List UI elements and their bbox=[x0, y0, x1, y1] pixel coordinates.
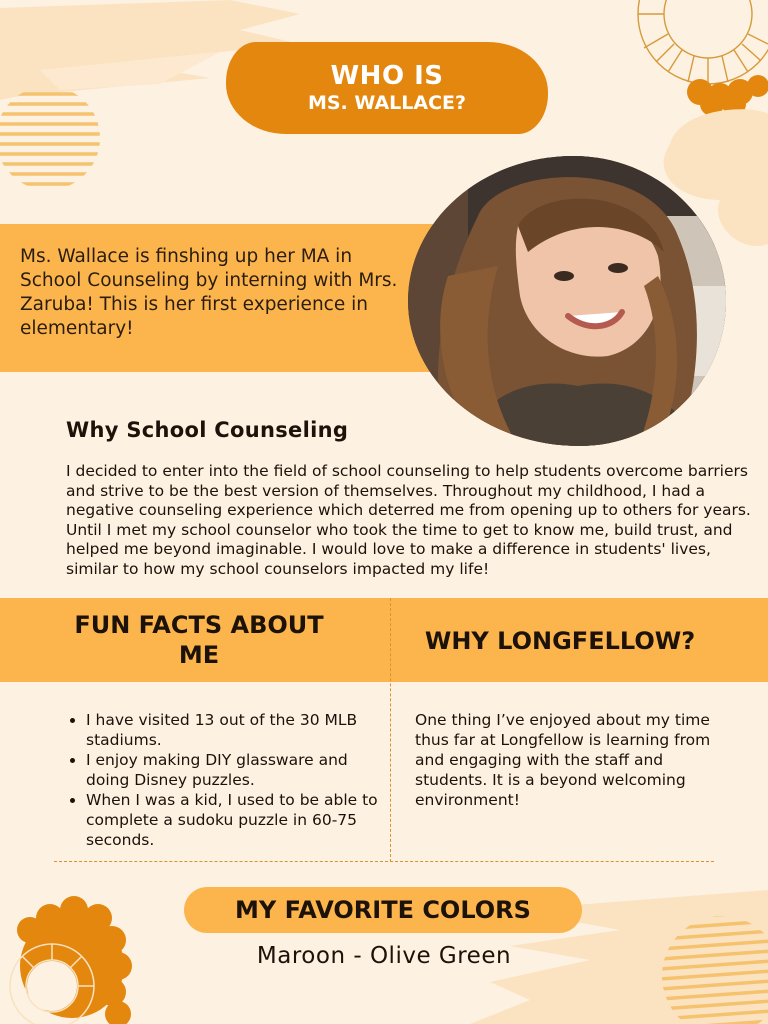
list-item: • I enjoy making DIY glassware and doing Disney puzzles. bbox=[86, 750, 386, 790]
why-longfellow-body: One thing I’ve enjoyed about my time thus far at Longfellow is learning from and engaging with the staff and students. It is a beyond welcoming environment! bbox=[415, 711, 711, 809]
why-counseling-body: I decided to enter into the field of school counseling to help students overcome barriers and strive to be the best version of themselves. Throughout my childhood, I had a negative counseling experience which deterred me from opening up to others for years. Until I met my school counselor who took the time to get to know me, build trust, and helped me beyond imaginable. I would love to make a difference in students' lives, similar to how my school counselors impacted my life! bbox=[66, 462, 751, 578]
portrait-photo bbox=[408, 156, 726, 446]
fun-facts-list bbox=[70, 710, 386, 850]
fun-facts-heading bbox=[60, 610, 338, 670]
list-item: • I have visited 13 out of the 30 MLB stadiums. bbox=[86, 710, 386, 750]
favorite-colors-heading: MY FAVORITE COLORS bbox=[184, 887, 582, 933]
title-line-2: MS. WALLACE? bbox=[307, 92, 467, 114]
why-counseling-heading: Why School Counseling bbox=[66, 418, 349, 442]
title-line-1: WHO IS bbox=[330, 61, 444, 91]
striped-circle-left bbox=[0, 80, 110, 200]
why-longfellow-heading: WHY LONGFELLOW? bbox=[424, 627, 696, 655]
portrait-illustration bbox=[408, 156, 726, 446]
section-bottom-divider bbox=[54, 861, 714, 862]
intro-text: Ms. Wallace is finshing up her MA in School Counseling by interning with Mrs. Zaruba! This is her first experience in elementary! bbox=[20, 246, 398, 339]
list-item: • When I was a kid, I used to be able to complete a sudoku puzzle in 60-75 seconds. bbox=[86, 790, 386, 850]
column-divider bbox=[390, 598, 391, 862]
favorite-colors-value: Maroon - Olive Green bbox=[256, 943, 512, 969]
sun-rays-top-right bbox=[612, 0, 768, 120]
fun-facts-heading-line-2: ME bbox=[178, 641, 220, 669]
fun-facts-heading-line-1: FUN FACTS ABOUT bbox=[74, 611, 324, 639]
title-banner bbox=[226, 42, 548, 134]
